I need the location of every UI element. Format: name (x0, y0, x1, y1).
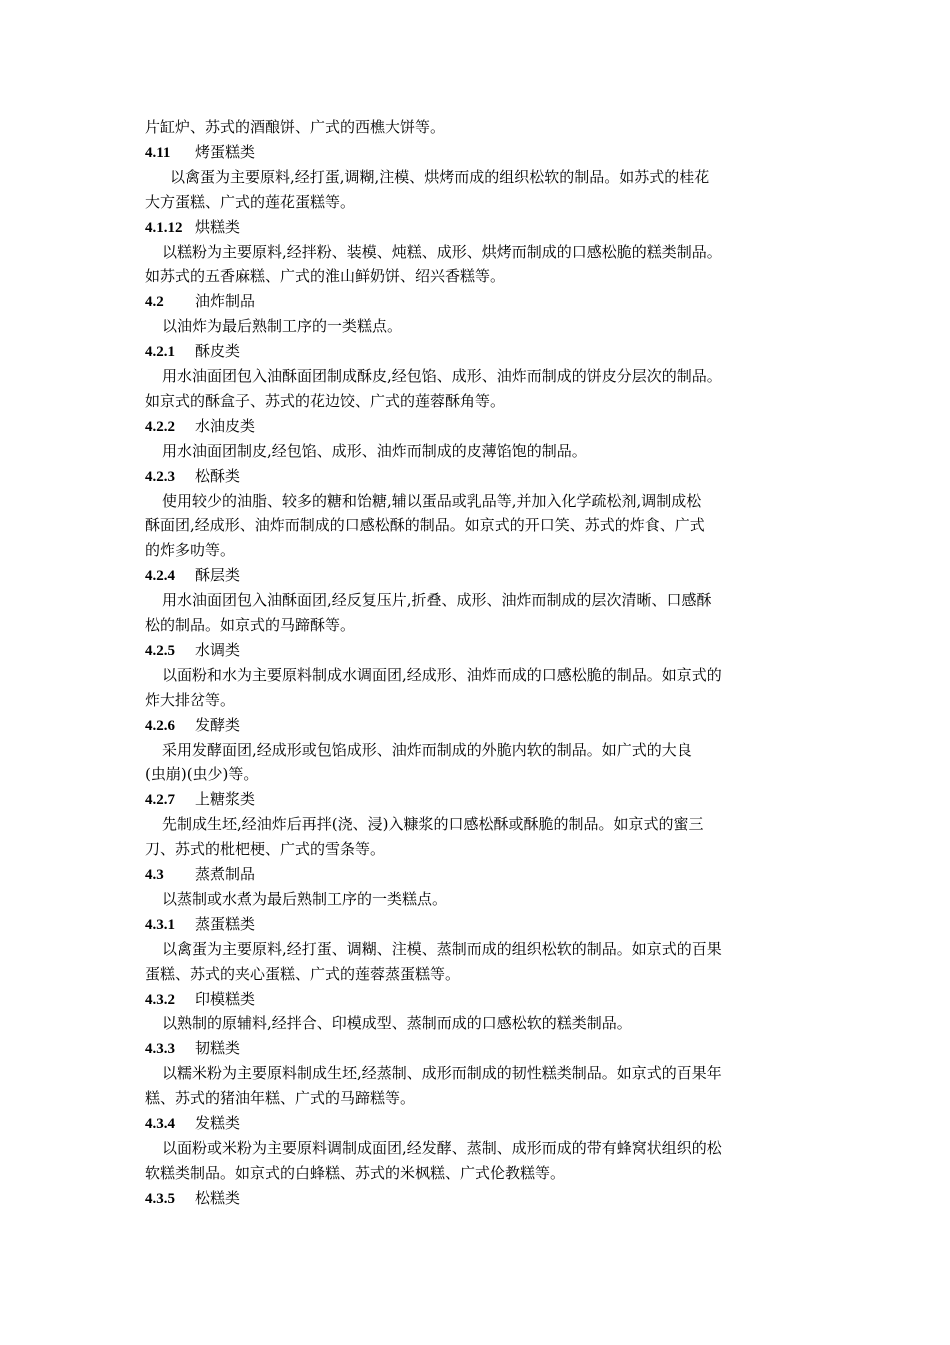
section-title: 蒸煮制品 (195, 865, 256, 883)
section-number: 4.3 (145, 867, 164, 883)
section-title: 松糕类 (195, 1188, 241, 1207)
paragraph-line: 大方蛋糕、广式的莲花蛋糕等。 (145, 192, 356, 211)
section-heading (145, 464, 825, 489)
paragraph-line: 以糯米粉为主要原料制成生坯,经蒸制、成形而制成的韧性糕类制品。如京式的百果年 (162, 1064, 722, 1083)
paragraph-line: 刀、苏式的枇杷梗、广式的雪条等。 (145, 840, 386, 859)
section-number: 4.1.12 (145, 219, 183, 236)
section-title: 烘糕类 (195, 217, 241, 236)
section-heading (145, 563, 825, 588)
paragraph-line: 松的制品。如京式的马蹄酥等。 (145, 616, 356, 634)
section-number: 4.2.7 (145, 792, 175, 809)
section-title: 松酥类 (195, 466, 241, 485)
paragraph-line: 炸大排岔等。 (145, 690, 236, 709)
section-title: 蒸蛋糕类 (195, 914, 256, 933)
section-number: 4.2.3 (145, 468, 175, 485)
section-heading (145, 713, 825, 738)
section-heading (145, 987, 825, 1012)
section-number: 4.2.5 (145, 642, 175, 659)
section-heading (145, 787, 825, 812)
paragraph-line: 如苏式的五香麻糕、广式的淮山鲜奶饼、绍兴香糕等。 (145, 267, 506, 286)
paragraph-line: 软糕类制品。如京式的白蜂糕、苏式的米枫糕、广式伦教糕等。 (145, 1163, 566, 1182)
paragraph-line: 用水油面团制皮,经包馅、成形、油炸而制成的皮薄馅饱的制品。 (162, 441, 587, 460)
section-number: 4.2 (145, 294, 164, 311)
section-heading (145, 289, 825, 314)
section-heading (145, 414, 825, 439)
paragraph-line: 先制成生坯,经油炸后再拌(浇、浸)入糠浆的口感松酥或酥脆的制品。如京式的蜜三 (162, 815, 704, 834)
section-heading (145, 912, 825, 937)
paragraph-line: 以油炸为最后熟制工序的一类糕点。 (162, 317, 403, 336)
paragraph-line: 采用发酵面团,经成形或包馅成形、油炸而制成的外脆内软的制品。如广式的大良 (162, 740, 692, 759)
section-title: 上糖浆类 (195, 790, 256, 809)
section-number: 4.3.2 (145, 991, 175, 1008)
paragraph-line: 如京式的酥盒子、苏式的花边饺、广式的莲蓉酥角等。 (145, 391, 506, 410)
section-heading (145, 1186, 825, 1211)
section-number: 4.2.6 (145, 717, 175, 734)
section-title: 酥皮类 (195, 342, 241, 361)
section-title: 水油皮类 (195, 416, 256, 435)
section-heading (145, 1036, 825, 1061)
paragraph-line: 酥面团,经成形、油炸而制成的口感松酥的制品。如京式的开口笑、苏式的炸食、广式 (145, 516, 705, 535)
paragraph-line: 蛋糕、苏式的夹心蛋糕、广式的莲蓉蒸蛋糕等。 (145, 964, 461, 983)
section-heading (145, 339, 825, 364)
paragraph-line: 以熟制的原辅料,经拌合、印模成型、蒸制而成的口感松软的糕类制品。 (162, 1014, 632, 1033)
paragraph-line: 用水油面团包入油酥面团,经反复压片,折叠、成形、油炸而制成的层次清晰、口感酥 (162, 591, 712, 610)
section-number: 4.2.1 (145, 344, 175, 361)
paragraph-line: 以糕粉为主要原料,经拌粉、装模、炖糕、成形、烘烤而制成的口感松脆的糕类制品。 (162, 242, 722, 261)
section-number: 4.2.2 (145, 418, 175, 435)
section-heading (145, 140, 825, 165)
section-title: 印模糕类 (195, 989, 256, 1008)
section-title: 烤蛋糕类 (195, 142, 256, 161)
paragraph-line: 片缸炉、苏式的酒酿饼、广式的西樵大饼等。 (145, 118, 446, 136)
section-title: 水调类 (195, 640, 241, 659)
paragraph-line: (虫崩)(虫少)等。 (145, 765, 259, 784)
paragraph-line: 用水油面团包入油酥面团制成酥皮,经包馅、成形、油炸而制成的饼皮分层次的制品。 (162, 367, 722, 385)
section-heading (145, 1111, 825, 1136)
paragraph-line: 以蒸制或水煮为最后熟制工序的一类糕点。 (162, 889, 448, 908)
section-number: 4.3.1 (145, 916, 175, 933)
paragraph-line: 以面粉和水为主要原料制成水调面团,经成形、油炸而成的口感松脆的制品。如京式的 (162, 665, 722, 684)
section-number: 4.2.4 (145, 568, 175, 585)
section-heading (145, 638, 825, 663)
section-title: 发糕类 (195, 1114, 241, 1132)
section-number: 4.3.3 (145, 1041, 175, 1058)
section-number: 4.11 (145, 144, 171, 161)
section-title: 发酵类 (195, 715, 241, 734)
section-heading (145, 215, 825, 240)
paragraph-line: 糕、苏式的猪油年糕、广式的马蹄糕等。 (145, 1089, 416, 1108)
paragraph-line: 以禽蛋为主要原料,经打蛋,调糊,注模、烘烤而成的组织松软的制品。如苏式的桂花 (170, 167, 710, 186)
section-title: 油炸制品 (195, 292, 256, 311)
section-heading (145, 862, 825, 887)
section-number: 4.3.5 (145, 1190, 175, 1207)
section-number: 4.3.4 (145, 1116, 175, 1132)
paragraph-line: 以面粉或米粉为主要原料调制成面团,经发酵、蒸制、成形而成的带有蜂窝状组织的松 (162, 1138, 722, 1157)
paragraph-line: 使用较少的油脂、较多的糖和饴糖,辅以蛋品或乳品等,并加入化学疏松剂,调制成松 (162, 491, 702, 510)
paragraph-line: 以禽蛋为主要原料,经打蛋、调糊、注模、蒸制而成的组织松软的制品。如京式的百果 (162, 939, 722, 958)
section-title: 酥层类 (195, 566, 241, 585)
section-title: 韧糕类 (195, 1039, 241, 1058)
paragraph-line: 的炸多叻等。 (145, 541, 236, 560)
